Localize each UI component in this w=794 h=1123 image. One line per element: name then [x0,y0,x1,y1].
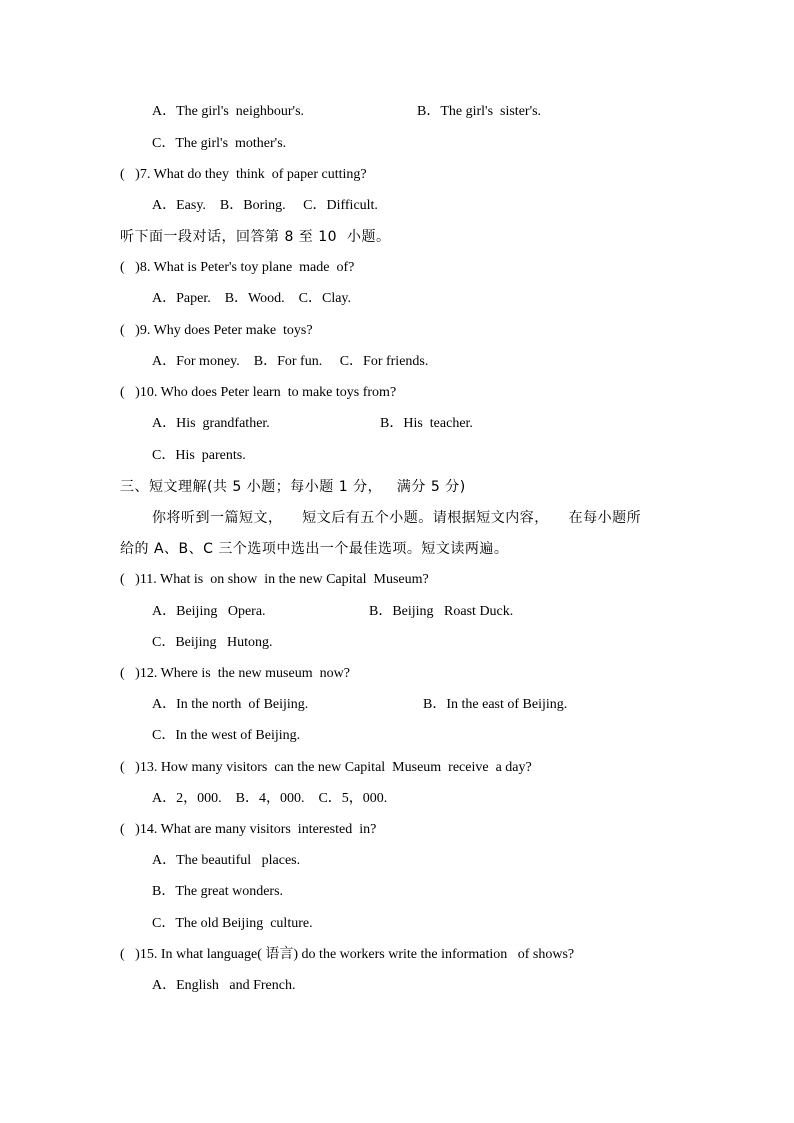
q13-options: A．2，000. B．4，000. C．5，000. [152,791,388,806]
q9-stem: ( )9. Why does Peter make toys? [120,323,313,338]
q6-option-b: B．The girl's sister's. [417,104,542,119]
section3-para-line2: 给的 A、B、C 三个选项中选出一个最佳选项。短文读两遍。 [120,541,509,557]
q11-option-b: B．Beijing Roast Duck. [369,604,514,619]
q6-option-c: C．The girl's mother's. [152,136,287,151]
q14-option-b: B．The great wonders. [152,884,284,899]
section3-para-line1: 你将听到一篇短文， 短文后有五个小题。请根据短文内容， 在每小题所 [152,510,642,526]
q8-options: A．Paper. B．Wood. C．Clay. [152,291,352,306]
instruction-8-10: 听下面一段对话，回答第 8 至 10 小题。 [120,229,391,245]
q10-option-b: B．His teacher. [380,416,473,431]
q10-option-a: A．His grandfather. [152,416,270,431]
q14-stem: ( )14. What are many visitors interested in? [120,822,377,837]
q12-option-a: A．In the north of Beijing. [152,697,309,712]
section3-heading: 三、短文理解(共 5 小题；每小题 1 分， 满分 5 分) [120,479,466,495]
q13-stem: ( )13. How many visitors can the new Capital Museum receive a day? [120,760,532,775]
q7-stem: ( )7. What do they think of paper cutting? [120,167,367,182]
q15-option-a: A．English and French. [152,978,296,993]
q10-stem: ( )10. Who does Peter learn to make toys from? [120,385,397,400]
q9-options: A．For money. B．For fun. C．For friends. [152,354,429,369]
q14-option-a: A．The beautiful places. [152,853,301,868]
q15-stem: ( )15. In what language( 语言) do the workers write the information of shows? [120,947,575,962]
q12-option-b: B．In the east of Beijing. [423,697,568,712]
q14-option-c: C．The old Beijing culture. [152,916,313,931]
q12-stem: ( )12. Where is the new museum now? [120,666,350,681]
q12-option-c: C．In the west of Beijing. [152,728,301,743]
q7-options: A．Easy. B．Boring. C．Difficult. [152,198,378,213]
q8-stem: ( )8. What is Peter's toy plane made of? [120,260,355,275]
q11-stem: ( )11. What is on show in the new Capital Museum? [120,572,429,587]
q11-option-a: A．Beijing Opera. [152,604,266,619]
q10-option-c: C．His parents. [152,448,246,463]
q11-option-c: C．Beijing Hutong. [152,635,273,650]
q6-option-a: A．The girl's neighbour's. [152,104,305,119]
